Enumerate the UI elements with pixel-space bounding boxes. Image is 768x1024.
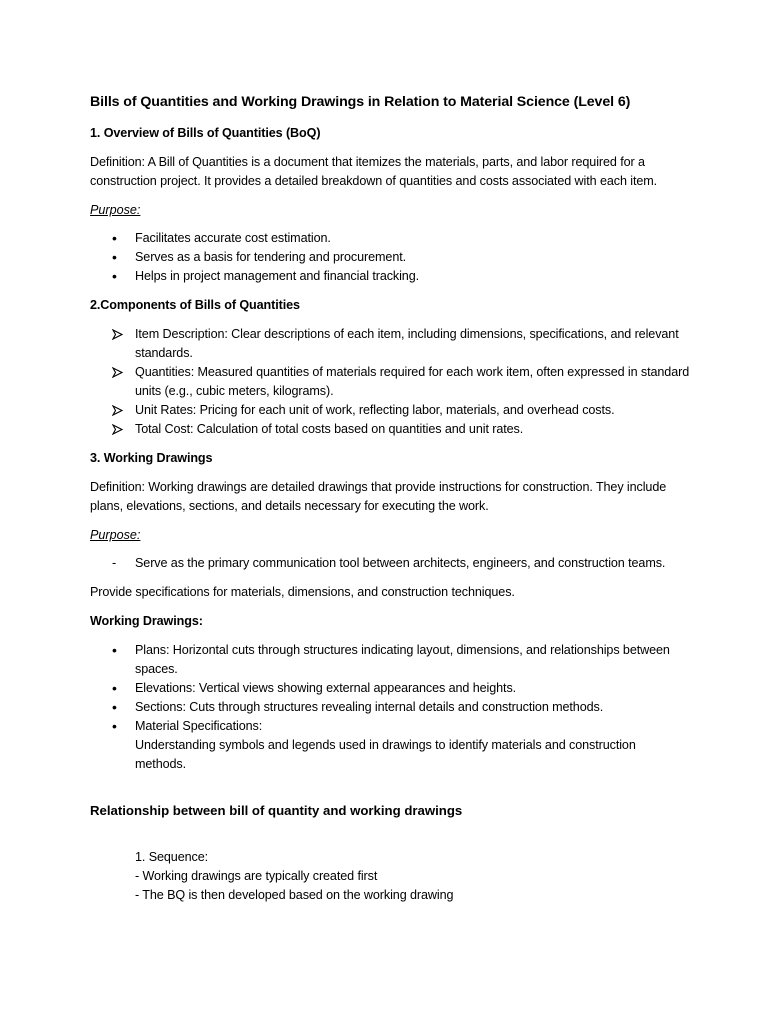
list-item: Item Description: Clear descriptions of each item, including dimensions, specifications, and relevant standards. [90, 325, 690, 363]
arrow-bullet-icon [112, 363, 126, 384]
section3-purpose-label: Purpose: [90, 528, 141, 542]
working-drawings-list [90, 641, 690, 774]
bullet-icon: • [112, 718, 117, 734]
list-item: • Serves as a basis for tendering and procurement. [112, 249, 407, 265]
section1-heading: 1. Overview of Bills of Quantities (BoQ) [90, 126, 321, 140]
list-item-continuation: Understanding symbols and legends used in drawings to identify materials and construction methods. [135, 738, 636, 771]
list-item: - Serve as the primary communication tool between architects, engineers, and construction teams. [90, 554, 690, 573]
document-page [90, 92, 690, 905]
list-item: • Plans: Horizontal cuts through structures indicating layout, dimensions, and relationships between spaces. [112, 642, 670, 676]
section1-purpose-label: Purpose: [90, 203, 141, 217]
bullet-icon: • [112, 680, 117, 696]
sequence-line: - The BQ is then developed based on the working drawing [135, 888, 454, 902]
arrow-bullet-icon [112, 325, 126, 346]
section3-provide-text: Provide specifications for materials, dimensions, and construction techniques. [90, 585, 515, 599]
bullet-icon: • [112, 249, 117, 265]
list-item: Quantities: Measured quantities of materials required for each work item, often expressed in standard units (e.g., cubic meters, kilograms). [90, 363, 690, 401]
arrow-bullet-icon [112, 401, 126, 422]
bullet-icon: • [112, 699, 117, 715]
arrow-bullet-icon [112, 420, 126, 441]
document-title: Bills of Quantities and Working Drawings in Relation to Material Science (Level 6) [90, 94, 631, 110]
relationship-heading: Relationship between bill of quantity and working drawings [90, 803, 463, 818]
section2-heading: 2.Components of Bills of Quantities [90, 298, 300, 312]
list-item: • Material Specifications: [112, 718, 263, 734]
section3-dash-list [90, 554, 690, 573]
sequence-line: - Working drawings are typically created first [135, 869, 378, 883]
list-item: • Helps in project management and financial tracking. [112, 268, 420, 284]
list-item: • Facilitates accurate cost estimation. [112, 230, 331, 246]
section2-arrow-list [90, 325, 690, 439]
section3-definition: Definition: Working drawings are detailed drawings that provide instructions for construction. They include plans, elevations, sections, and details necessary for executing the work. [90, 480, 667, 513]
sequence-line: 1. Sequence: [135, 850, 209, 864]
relationship-sequence [90, 848, 690, 905]
dash-bullet-icon: - [112, 556, 117, 570]
bullet-icon: • [112, 268, 117, 284]
list-item: Unit Rates: Pricing for each unit of work, reflecting labor, materials, and overhead costs. [90, 401, 690, 420]
bullet-icon: • [112, 642, 117, 658]
bullet-icon: • [112, 230, 117, 246]
section1-bullet-list [90, 229, 690, 286]
list-item: • Sections: Cuts through structures revealing internal details and construction methods. [112, 699, 604, 715]
section3-heading: 3. Working Drawings [90, 451, 213, 465]
section1-definition: Definition: A Bill of Quantities is a document that itemizes the materials, parts, and labor required for a construction project. It provides a detailed breakdown of quantities and costs associated with each item. [90, 155, 658, 188]
working-drawings-heading: Working Drawings: [90, 614, 203, 628]
list-item: Total Cost: Calculation of total costs based on quantities and unit rates. [90, 420, 690, 439]
list-item: • Elevations: Vertical views showing external appearances and heights. [112, 680, 517, 696]
